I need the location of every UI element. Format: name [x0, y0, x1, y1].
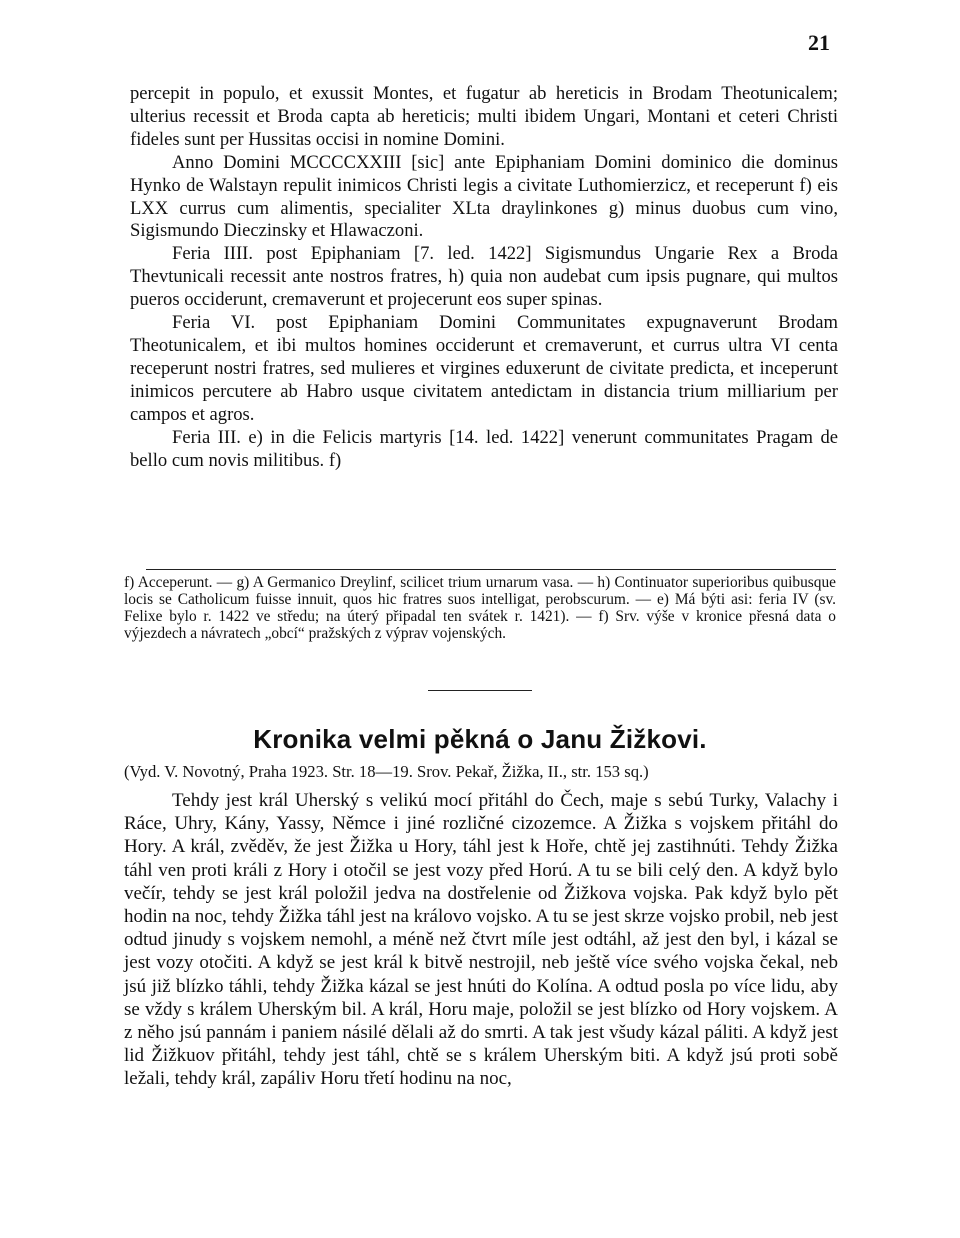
- czech-chronicle-text: Tehdy jest král Uherský s velikú mocí přitáhl do Čech, maje s sebú Turky, Valachy i Ráce, Uhry, Kány, Yassy, Němce i jiné rozličné cizozemce. A Žižka s vojskem přitáhl do Hory. A král, zvěděv, že jest Žižka u Hory, táhl jest k Hoře, chtě jej zastihnúti. Tehdy Žižka táhl ven proti králi z Hory i otočil se jest vozy před Horú. A tu se bili celý den. A když bylo večír, tehdy se jest král položil jedva na dostřelenie od Žižkova vojska. Pak když bylo pět hodin na noc, tehdy Žižka táhl jest na královo vojsko. A tu se jest skrze vojsko probil, neb jest odtud jinudy s vojskem nemohl, a méně než čtvrt míle jest odtáhl, až jest den byl, i kázal se jest vozy otočiti. A když se jest král k bitvě nestrojil, neb ještě více svého vojska čekal, neb jsú již blízko táhli, tehdy Žižka kázal se jest hnúti do Kolína. A odtud posla po více lidu, aby se vždy s králem Uherským bil. A král, Horu maje, položil se jest blízko od Hory vojskem. A z něho jsú pannám i paniem násilé dělali až do smrti. A tak jest všudy kázal páliti. A když jest lid Žižkuov přitáhl, tehdy jest táhl, chtě se s králem Uherským biti. A když jsú proti sobě ležali, tehdy král, zapáliv Horu třetí hodinu na noc,: [124, 790, 838, 1090]
- latin-paragraph: Feria IIII. post Epiphaniam [7. led. 1422] Sigismundus Ungarie Rex a Broda Thevtunicali recessit ante nostros fratres, h) quia non audebat cum ipsis pugnare, qui multos pueros occiderunt, cremaverunt et projecerunt eos super spinas.: [130, 243, 838, 311]
- latin-paragraph: percepit in populo, et exussit Montes, et fugatur ab hereticis in Brodam Theotunicalem; ulterius recessit et Broda capta ab hereticis; multi ibidem Ungari, Montani et ceteri Christi fideles sunt per Hussitas occisi in nomine Domini.: [130, 83, 838, 150]
- latin-chronicle-text: [130, 83, 838, 472]
- latin-paragraph: Feria III. e) in die Felicis martyris [14. led. 1422] venerunt communitates Pragam de bello cum novis militibus. f): [130, 426, 838, 471]
- latin-paragraph: Anno Domini MCCCCXXIII [sic] ante Epiphaniam Domini dominico die dominus Hynko de Walstayn repulit inimicos Christi legis a civitate Luthomierzicz, et receperunt f) eis LXX currus cum alimentis, specialiter XLta draylinkones g) minus duobus cum vino, Sigismundo Dieczinsky et Hlawaczoni.: [130, 151, 838, 242]
- latin-paragraph: Feria VI. post Epiphaniam Domini Communitates expugnaverunt Brodam Theotunicalem, et ibi multos homines occiderunt et cremaverunt, et currus ultra VI centa receperunt nostri fratres, sed mulieres et virgines eduxerunt de civitate predicta, et inceperunt inimicos percutere ab Habro usque civitatem antedictam in distancia trium milliarium per campos et agros.: [130, 312, 838, 425]
- edition-citation: (Vyd. V. Novotný, Praha 1923. Str. 18—19. Srov. Pekař, Žižka, II., str. 153 sq.): [124, 762, 649, 781]
- section-divider: [428, 690, 532, 691]
- page-number: 21: [808, 30, 830, 55]
- footnote-divider: [146, 569, 836, 570]
- footnotes: f) Acceperunt. — g) A Germanico Dreylinf, scilicet trium urnarum vasa. — h) Continuator superioribus quibusque locis se Catholicum fuisse innuit, quos hic fratres suos intelligat, perobscurum. — e) Má býti asi: feria IV (sv. Felixe bylo r. 1422 ve středu; na úterý připadal ten svátek r. 1421). — f) Srv. výše v kronice přesná data o výjezdech a návratech „obcí“ pražských z výprav vojenských.: [124, 574, 836, 642]
- section-title: Kronika velmi pěkná o Janu Žižkovi.: [253, 724, 707, 754]
